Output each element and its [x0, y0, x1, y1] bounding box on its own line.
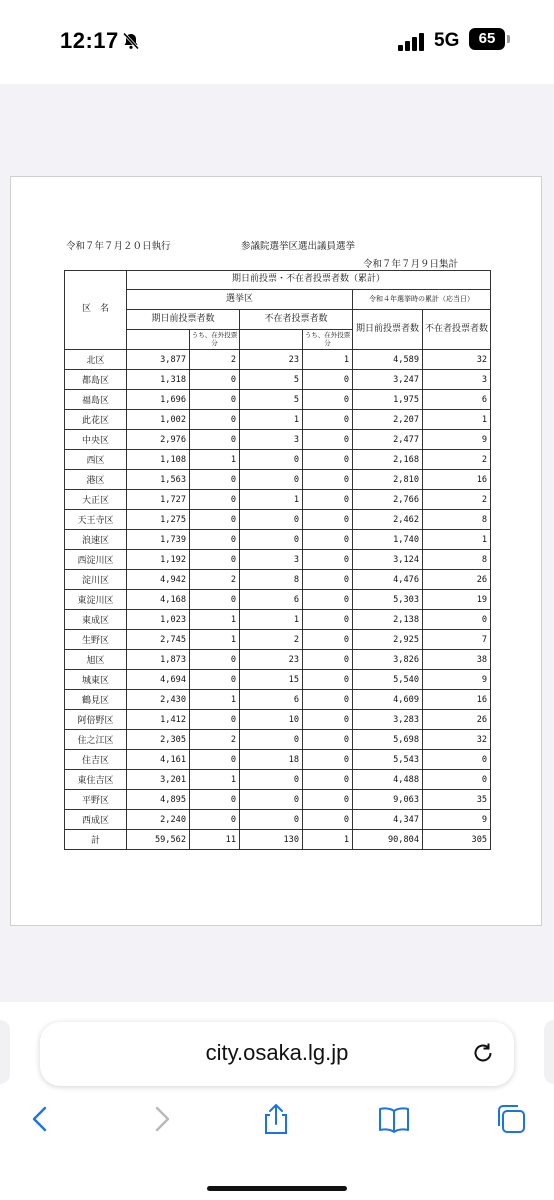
- col-early-header: 期日前投票者数: [127, 310, 240, 330]
- table-cell: 2,305: [127, 730, 190, 750]
- table-cell: 0: [423, 770, 491, 790]
- col-prev-early-header: 期日前投票者数: [353, 310, 423, 350]
- table-cell: 38: [423, 650, 491, 670]
- share-icon[interactable]: [259, 1102, 293, 1136]
- table-cell: 1: [303, 350, 353, 370]
- table-cell: 9,063: [353, 790, 423, 810]
- table-cell: 1,318: [127, 370, 190, 390]
- district-name: 旭区: [65, 650, 127, 670]
- tabs-icon[interactable]: [494, 1102, 528, 1136]
- doc-election-title: 参議院選挙区選出議員選挙: [241, 241, 356, 252]
- table-row: [65, 690, 491, 710]
- table-cell: 1: [190, 770, 240, 790]
- table-cell: 0: [303, 430, 353, 450]
- table-cell: 3: [240, 550, 303, 570]
- forward-icon[interactable]: [144, 1102, 178, 1136]
- district-name: 北区: [65, 350, 127, 370]
- district-name: 福島区: [65, 390, 127, 410]
- table-cell: 2,766: [353, 490, 423, 510]
- table-cell: 4,942: [127, 570, 190, 590]
- table-cell: 4,694: [127, 670, 190, 690]
- district-name: 城東区: [65, 670, 127, 690]
- table-cell: 10: [240, 710, 303, 730]
- table-cell: 1: [423, 410, 491, 430]
- table-cell: 1,275: [127, 510, 190, 530]
- table-cell: 32: [423, 730, 491, 750]
- table-cell: 3,283: [353, 710, 423, 730]
- table-row: [65, 390, 491, 410]
- district-name: 西区: [65, 450, 127, 470]
- table-cell: 0: [190, 710, 240, 730]
- table-cell: 4,895: [127, 790, 190, 810]
- table-cell: 0: [240, 790, 303, 810]
- status-time: 12:17: [60, 28, 119, 53]
- table-cell: 0: [303, 510, 353, 530]
- table-total-row: [65, 830, 491, 850]
- district-name: 計: [65, 830, 127, 850]
- table-cell: 0: [240, 450, 303, 470]
- table-cell: 0: [303, 790, 353, 810]
- table-cell: 5,540: [353, 670, 423, 690]
- district-name: 東住吉区: [65, 770, 127, 790]
- table-cell: 130: [240, 830, 303, 850]
- table-cell: 2,925: [353, 630, 423, 650]
- table-cell: 0: [303, 450, 353, 470]
- table-cell: 2: [240, 630, 303, 650]
- table-cell: 1: [423, 530, 491, 550]
- table-cell: 1: [190, 630, 240, 650]
- table-cell: 0: [303, 650, 353, 670]
- doc-tally-date: 令和７年７月９日集計: [363, 259, 459, 270]
- table-row: [65, 790, 491, 810]
- col-overseas-sub-header: うち、在外投票分: [190, 330, 240, 350]
- table-cell: 305: [423, 830, 491, 850]
- network-type: 5G: [434, 30, 460, 51]
- table-cell: 0: [303, 530, 353, 550]
- table-cell: 5,303: [353, 590, 423, 610]
- table-row: [65, 470, 491, 490]
- table-cell: 2,207: [353, 410, 423, 430]
- table-cell: 2,462: [353, 510, 423, 530]
- district-name: 阿倍野区: [65, 710, 127, 730]
- table-cell: 2,810: [353, 470, 423, 490]
- table-cell: 0: [303, 710, 353, 730]
- battery-icon: 65: [469, 28, 505, 50]
- table-cell: 8: [423, 550, 491, 570]
- district-name: 天王寺区: [65, 510, 127, 530]
- table-cell: 2: [190, 570, 240, 590]
- table-cell: 9: [423, 430, 491, 450]
- table-cell: 3,826: [353, 650, 423, 670]
- table-cell: 0: [240, 510, 303, 530]
- table-cell: 1: [240, 610, 303, 630]
- district-name: 浪速区: [65, 530, 127, 550]
- district-name: 住吉区: [65, 750, 127, 770]
- table-cell: 2,745: [127, 630, 190, 650]
- table-row: [65, 570, 491, 590]
- table-cell: 2,430: [127, 690, 190, 710]
- table-cell: 0: [190, 670, 240, 690]
- table-cell: 1: [190, 610, 240, 630]
- table-cell: 2: [423, 490, 491, 510]
- table-cell: 5: [240, 370, 303, 390]
- table-cell: 2,240: [127, 810, 190, 830]
- district-name: 西成区: [65, 810, 127, 830]
- back-icon[interactable]: [24, 1102, 58, 1136]
- district-name: 大正区: [65, 490, 127, 510]
- table-cell: 0: [303, 810, 353, 830]
- table-cell: 2,477: [353, 430, 423, 450]
- table-cell: 0: [190, 650, 240, 670]
- table-row: [65, 750, 491, 770]
- table-cell: 5: [240, 390, 303, 410]
- table-cell: 0: [190, 550, 240, 570]
- table-cell: 2: [190, 730, 240, 750]
- table-cell: 1,727: [127, 490, 190, 510]
- table-row: [65, 810, 491, 830]
- table-cell: 16: [423, 690, 491, 710]
- table-cell: 32: [423, 350, 491, 370]
- district-name: 鶴見区: [65, 690, 127, 710]
- table-cell: 0: [303, 770, 353, 790]
- table-cell: 26: [423, 710, 491, 730]
- district-name: 中央区: [65, 430, 127, 450]
- table-row: [65, 410, 491, 430]
- col-absentee-header: 不在者投票者数: [240, 310, 353, 330]
- table-cell: 0: [303, 490, 353, 510]
- table-cell: 0: [190, 530, 240, 550]
- district-name: 西淀川区: [65, 550, 127, 570]
- table-cell: 0: [303, 690, 353, 710]
- table-cell: 1,002: [127, 410, 190, 430]
- table-cell: 4,476: [353, 570, 423, 590]
- table-cell: 4,609: [353, 690, 423, 710]
- table-cell: 2,168: [353, 450, 423, 470]
- table-cell: 0: [303, 470, 353, 490]
- table-cell: 0: [240, 470, 303, 490]
- col-district-header: 区 名: [65, 271, 127, 350]
- table-cell: 9: [423, 810, 491, 830]
- battery-tip: [507, 35, 510, 43]
- vote-table: [64, 270, 491, 850]
- table-cell: 8: [240, 570, 303, 590]
- table-cell: 5,543: [353, 750, 423, 770]
- table-cell: 4,488: [353, 770, 423, 790]
- col-overseas-sub-header-2: うち、在外投票分: [303, 330, 353, 350]
- table-cell: 1,975: [353, 390, 423, 410]
- table-cell: 0: [190, 750, 240, 770]
- current-election-header: 選挙区: [127, 290, 353, 310]
- table-cell: 2: [190, 350, 240, 370]
- table-cell: 1,696: [127, 390, 190, 410]
- table-cell: 9: [423, 670, 491, 690]
- table-group-title: 期日前投票・不在者投票者数（累計）: [127, 271, 491, 290]
- table-row: [65, 590, 491, 610]
- table-cell: 3: [423, 370, 491, 390]
- address-bar[interactable]: [40, 1022, 514, 1086]
- district-name: 此花区: [65, 410, 127, 430]
- table-cell: 15: [240, 670, 303, 690]
- table-cell: 0: [190, 390, 240, 410]
- table-row: [65, 490, 491, 510]
- table-row: [65, 710, 491, 730]
- table-row: [65, 350, 491, 370]
- table-cell: 4,347: [353, 810, 423, 830]
- table-cell: 6: [240, 590, 303, 610]
- next-tab-peek[interactable]: [544, 1020, 554, 1084]
- table-cell: 11: [190, 830, 240, 850]
- bookmarks-icon[interactable]: [377, 1102, 411, 1136]
- district-name: 東成区: [65, 610, 127, 630]
- table-row: [65, 770, 491, 790]
- previous-election-header: 令和４年選挙時の累計（応当日）: [353, 290, 491, 310]
- table-cell: 0: [190, 790, 240, 810]
- table-cell: 90,804: [353, 830, 423, 850]
- table-row: [65, 730, 491, 750]
- table-row: [65, 670, 491, 690]
- table-cell: 1,739: [127, 530, 190, 550]
- table-cell: 59,562: [127, 830, 190, 850]
- table-cell: 2,138: [353, 610, 423, 630]
- table-cell: 0: [303, 570, 353, 590]
- table-cell: 0: [303, 590, 353, 610]
- table-cell: 0: [303, 550, 353, 570]
- table-row: [65, 630, 491, 650]
- signal-bars-icon: [398, 31, 428, 51]
- table-cell: 2,976: [127, 430, 190, 450]
- table-cell: 3: [240, 430, 303, 450]
- table-row: [65, 610, 491, 630]
- table-cell: 26: [423, 570, 491, 590]
- table-cell: 19: [423, 590, 491, 610]
- table-cell: 1: [190, 690, 240, 710]
- table-row: [65, 550, 491, 570]
- district-name: 平野区: [65, 790, 127, 810]
- table-cell: 1,563: [127, 470, 190, 490]
- reload-icon[interactable]: [470, 1040, 496, 1066]
- table-cell: 1: [190, 450, 240, 470]
- table-cell: 1: [240, 490, 303, 510]
- table-cell: 2: [423, 450, 491, 470]
- table-row: [65, 450, 491, 470]
- table-cell: 0: [190, 430, 240, 450]
- district-name: 住之江区: [65, 730, 127, 750]
- table-cell: 3,124: [353, 550, 423, 570]
- table-row: [65, 430, 491, 450]
- table-cell: 1,873: [127, 650, 190, 670]
- table-cell: 0: [303, 670, 353, 690]
- table-cell: 0: [303, 390, 353, 410]
- table-cell: 1,412: [127, 710, 190, 730]
- address-url[interactable]: city.osaka.lg.jp: [205, 1040, 349, 1065]
- table-row: [65, 530, 491, 550]
- table-cell: 18: [240, 750, 303, 770]
- table-row: [65, 650, 491, 670]
- table-cell: 16: [423, 470, 491, 490]
- table-cell: 23: [240, 650, 303, 670]
- table-cell: 0: [190, 370, 240, 390]
- district-name: 東淀川区: [65, 590, 127, 610]
- table-cell: 0: [190, 510, 240, 530]
- table-cell: 1,108: [127, 450, 190, 470]
- district-name: 港区: [65, 470, 127, 490]
- table-cell: 7: [423, 630, 491, 650]
- table-cell: 0: [303, 730, 353, 750]
- table-cell: 0: [240, 810, 303, 830]
- table-cell: 1: [303, 830, 353, 850]
- district-name: 都島区: [65, 370, 127, 390]
- district-name: 生野区: [65, 630, 127, 650]
- table-cell: 0: [423, 610, 491, 630]
- table-cell: 4,589: [353, 350, 423, 370]
- table-cell: 8: [423, 510, 491, 530]
- table-cell: 3,877: [127, 350, 190, 370]
- table-cell: 0: [303, 610, 353, 630]
- table-cell: 0: [240, 730, 303, 750]
- table-cell: 0: [240, 530, 303, 550]
- table-cell: 0: [423, 750, 491, 770]
- table-cell: 1,740: [353, 530, 423, 550]
- home-indicator[interactable]: [207, 1186, 347, 1191]
- table-cell: 3,201: [127, 770, 190, 790]
- table-cell: 0: [190, 470, 240, 490]
- table-row: [65, 510, 491, 530]
- table-cell: 5,698: [353, 730, 423, 750]
- table-cell: 4,161: [127, 750, 190, 770]
- table-cell: 0: [303, 630, 353, 650]
- district-name: 淀川区: [65, 570, 127, 590]
- table-cell: 0: [303, 370, 353, 390]
- table-cell: 0: [303, 410, 353, 430]
- table-cell: 1,192: [127, 550, 190, 570]
- prev-tab-peek[interactable]: [0, 1020, 10, 1084]
- bell-slash-icon: [122, 32, 140, 50]
- table-cell: 0: [190, 410, 240, 430]
- table-cell: 6: [423, 390, 491, 410]
- table-cell: 0: [190, 810, 240, 830]
- table-cell: 0: [240, 770, 303, 790]
- table-row: [65, 370, 491, 390]
- table-cell: 6: [240, 690, 303, 710]
- table-cell: 3,247: [353, 370, 423, 390]
- table-cell: 0: [190, 490, 240, 510]
- table-cell: 23: [240, 350, 303, 370]
- table-cell: 4,168: [127, 590, 190, 610]
- status-bar: [0, 0, 554, 84]
- table-cell: 1: [240, 410, 303, 430]
- table-cell: 35: [423, 790, 491, 810]
- table-cell: 1,023: [127, 610, 190, 630]
- table-cell: 0: [190, 590, 240, 610]
- table-cell: 0: [303, 750, 353, 770]
- doc-election-date: 令和７年７月２０日執行: [66, 241, 171, 252]
- col-prev-absentee-header: 不在者投票者数: [423, 310, 491, 350]
